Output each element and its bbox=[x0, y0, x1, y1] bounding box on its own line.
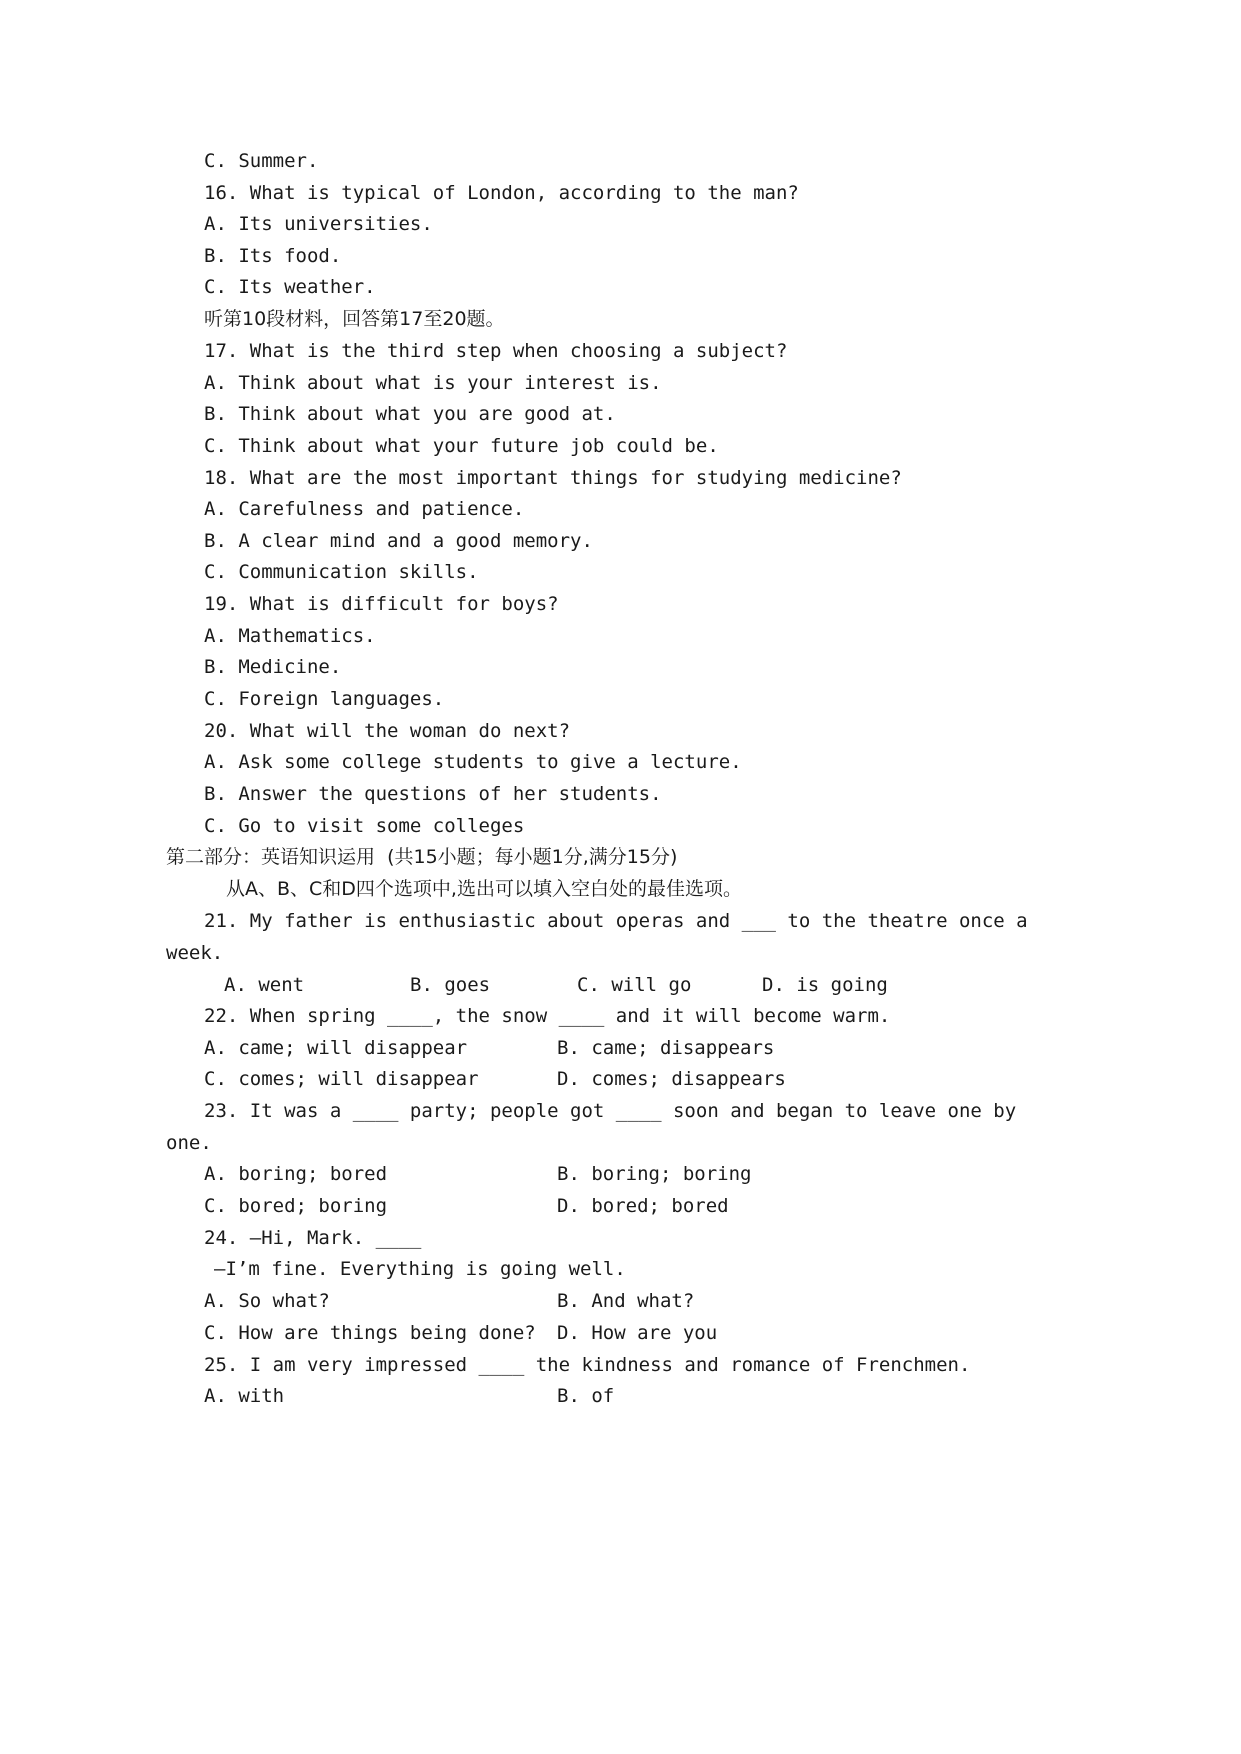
q23-stem-continued: one. bbox=[166, 1132, 212, 1154]
q21-option-b: B. goes bbox=[410, 974, 491, 996]
passage10-instruction: 听第10段材料，回答第17至20题。 bbox=[204, 308, 505, 330]
q16-option-a: A. Its universities. bbox=[204, 213, 433, 235]
q23-option-c: C. bored; boring bbox=[204, 1195, 388, 1217]
q21-option-a: A. went bbox=[224, 974, 305, 996]
q19-option-c: C. Foreign languages. bbox=[204, 688, 445, 710]
q17-stem: 17. What is the third step when choosing a subject? bbox=[204, 340, 788, 362]
q15-option-c: C. Summer. bbox=[204, 150, 319, 172]
q25-option-b: B. of bbox=[557, 1385, 615, 1407]
q17-option-a: A. Think about what is your interest is. bbox=[204, 372, 662, 394]
q22-option-a: A. came; will disappear bbox=[204, 1037, 468, 1059]
part2-heading: 第二部分：英语知识运用 (共15小题；每小题1分,满分15分) bbox=[166, 846, 678, 868]
q21-option-c: C. will go bbox=[577, 974, 692, 996]
q19-option-b: B. Medicine. bbox=[204, 656, 342, 678]
q21-stem: 21. My father is enthusiastic about operas and ___ to the theatre once a bbox=[204, 910, 1028, 932]
q24-option-c: C. How are things being done? bbox=[204, 1322, 536, 1344]
q20-option-c: C. Go to visit some colleges bbox=[204, 815, 525, 837]
q24-stem: 24. —Hi, Mark. ____ bbox=[204, 1227, 422, 1249]
q20-option-a: A. Ask some college students to give a lecture. bbox=[204, 751, 742, 773]
q25-stem: 25. I am very impressed ____ the kindness and romance of Frenchmen. bbox=[204, 1354, 971, 1376]
q22-option-b: B. came; disappears bbox=[557, 1037, 775, 1059]
q25-option-a: A. with bbox=[204, 1385, 285, 1407]
part2-instruction: 从A、B、C和D四个选项中,选出可以填入空白处的最佳选项。 bbox=[226, 878, 742, 900]
q23-stem: 23. It was a ____ party; people got ____ soon and began to leave one by bbox=[204, 1100, 1017, 1122]
q24-option-b: B. And what? bbox=[557, 1290, 695, 1312]
q19-option-a: A. Mathematics. bbox=[204, 625, 376, 647]
q24-dialog-reply: —I’m fine. Everything is going well. bbox=[214, 1258, 626, 1280]
q20-option-b: B. Answer the questions of her students. bbox=[204, 783, 662, 805]
q18-option-c: C. Communication skills. bbox=[204, 561, 479, 583]
q20-stem: 20. What will the woman do next? bbox=[204, 720, 571, 742]
q23-option-d: D. bored; bored bbox=[557, 1195, 729, 1217]
q22-option-c: C. comes; will disappear bbox=[204, 1068, 479, 1090]
q19-stem: 19. What is difficult for boys? bbox=[204, 593, 559, 615]
q18-option-b: B. A clear mind and a good memory. bbox=[204, 530, 593, 552]
q21-option-d: D. is going bbox=[762, 974, 888, 996]
q21-stem-continued: week. bbox=[166, 942, 224, 964]
q23-option-a: A. boring; bored bbox=[204, 1163, 388, 1185]
q18-stem: 18. What are the most important things for studying medicine? bbox=[204, 467, 902, 489]
q22-option-d: D. comes; disappears bbox=[557, 1068, 786, 1090]
q16-stem: 16. What is typical of London, according to the man? bbox=[204, 182, 799, 204]
q23-option-b: B. boring; boring bbox=[557, 1163, 752, 1185]
q24-option-d: D. How are you bbox=[557, 1322, 718, 1344]
q17-option-b: B. Think about what you are good at. bbox=[204, 403, 616, 425]
q17-option-c: C. Think about what your future job could be. bbox=[204, 435, 719, 457]
q16-option-c: C. Its weather. bbox=[204, 276, 376, 298]
q24-option-a: A. So what? bbox=[204, 1290, 330, 1312]
q22-stem: 22. When spring ____, the snow ____ and it will become warm. bbox=[204, 1005, 891, 1027]
q16-option-b: B. Its food. bbox=[204, 245, 342, 267]
q18-option-a: A. Carefulness and patience. bbox=[204, 498, 525, 520]
